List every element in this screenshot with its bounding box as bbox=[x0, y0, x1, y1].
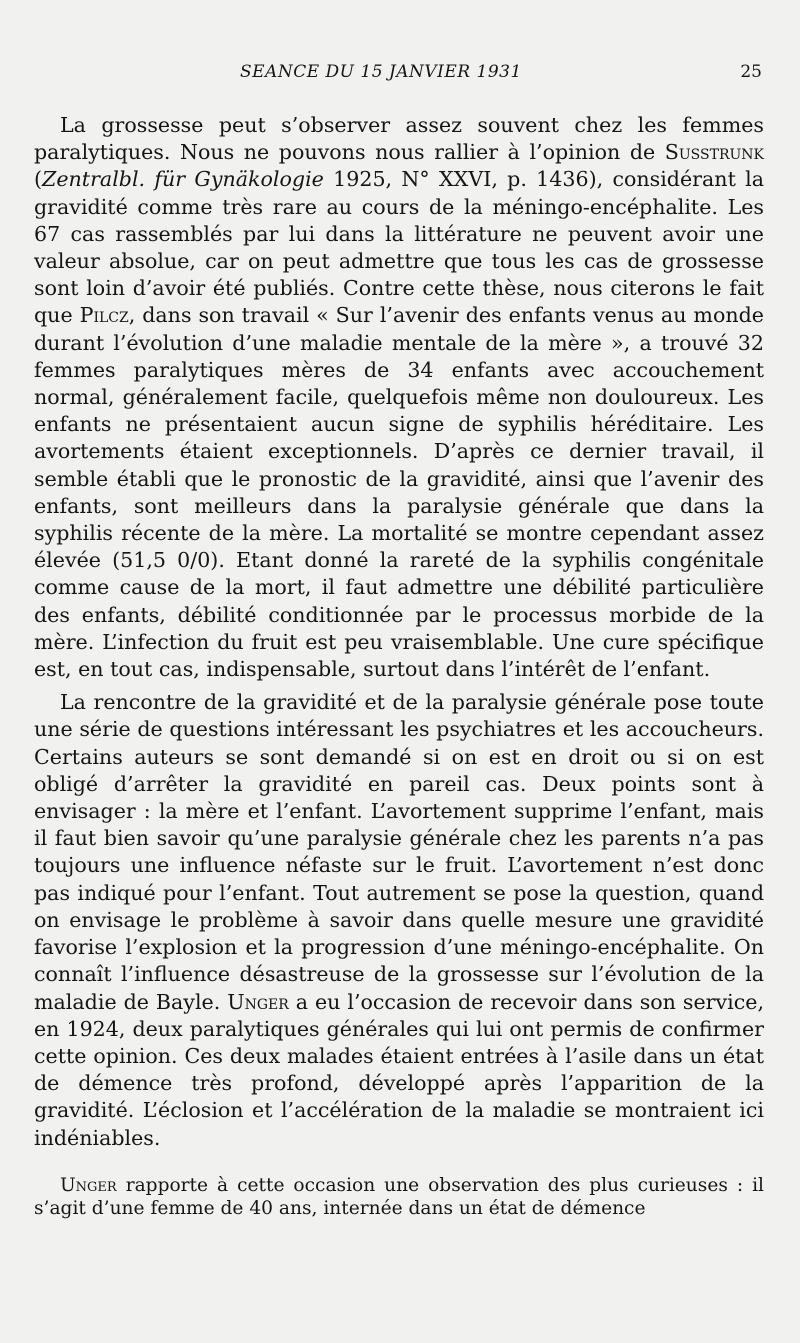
text-run: La grossesse peut s’observer assez souvent chez les femmes paralytiques. Nous ne pouvons nous rallier à l’opinion de bbox=[34, 113, 764, 165]
text-run: 1925, N° XXVI, p. 1436), considérant la gravidité comme très rare au cours de la méningo-encéphalite. Les 67 cas rassemblés par lui dans la littérature ne peuvent avoir une valeur absolue, car on peut admettre que tous les cas de grossesse sont loin d’avoir été publiés. Contre cette thèse, nous citerons le fait que bbox=[34, 167, 764, 328]
paragraph-1 bbox=[34, 112, 764, 683]
paragraph-2 bbox=[34, 689, 764, 1151]
paragraph-3 bbox=[34, 1174, 764, 1221]
page-number: 25 bbox=[740, 62, 762, 82]
text-run: a eu l’occasion de recevoir dans son service, en 1924, deux paralytiques générales qui lui ont permis de confirmer cette opinion. Ces deux malades étaient entrées à l’asile dans un état de démence très profond, développé après l’apparition de la gravidité. L’éclosion et l’accélération de la maladie se montraient ici indéniables. bbox=[34, 989, 764, 1150]
author-name: Pilcz bbox=[79, 303, 129, 328]
text-run: ( bbox=[34, 167, 43, 192]
author-name: Unger bbox=[60, 1174, 117, 1196]
page-header bbox=[0, 62, 800, 86]
running-head: SEANCE DU 15 JANVIER 1931 bbox=[240, 62, 522, 82]
author-name: Susstrunk bbox=[664, 140, 764, 165]
text-run: La rencontre de la gravidité et de la paralysie générale pose toute une série de questions intéressant les psychiatres et les accoucheurs. Certains auteurs se sont demandé si on est en droit ou si on est obligé d’arrêter la gravidité en pareil cas. Deux points sont à envisager : la mère et l’enfant. L’avortement supprime l’enfant, mais il faut bien savoir qu’une paralysie générale chez les parents n’a pas toujours une influence néfaste sur le fruit. L’avortement n’est donc pas indiqué pour l’enfant. Tout autrement se pose la question, quand on envisage le problème à savoir dans quelle mesure une gravidité favorise l’explosion et la progression d’une méningo-encéphalite. On connaît l’influence désastreuse de la grossesse sur l’évolution de la maladie de Bayle. bbox=[34, 690, 764, 1014]
text-run: , dans son travail « Sur l’avenir des enfants venus au monde durant l’évolution d’une maladie mentale de la mère », a trouvé 32 femmes paralytiques mères de 34 enfants avec accouchement normal, généralement facile, quelquefois même non douloureux. Les enfants ne présentaient aucun signe de syphilis héréditaire. Les avortements étaient exceptionnels. D’après ce dernier travail, il semble établi que le pronostic de la gravidité, ainsi que l’avenir des enfants, sont meilleurs dans la paralysie générale que dans la syphilis récente de la mère. La mortalité se montre cependant assez élevée (51,5 0/0). Etant donné la rareté de la syphilis congénitale comme cause de la mort, il faut admettre une débilité particulière des enfants, débilité conditionnée par le processus morbide de la mère. L’infection du fruit est peu vraisemblable. Une cure spécifique est, en tout cas, indispensable, surtout dans l’intérêt de l’enfant. bbox=[34, 303, 764, 682]
text-run: rapporte à cette occasion une observation des plus curieuses : il s’agit d’une femme de 40 ans, internée dans un état de démence bbox=[34, 1174, 764, 1220]
author-name: Unger bbox=[227, 989, 289, 1014]
body-text bbox=[34, 112, 764, 1221]
journal-title: Zentralbl. für Gynäkologie bbox=[42, 167, 324, 192]
